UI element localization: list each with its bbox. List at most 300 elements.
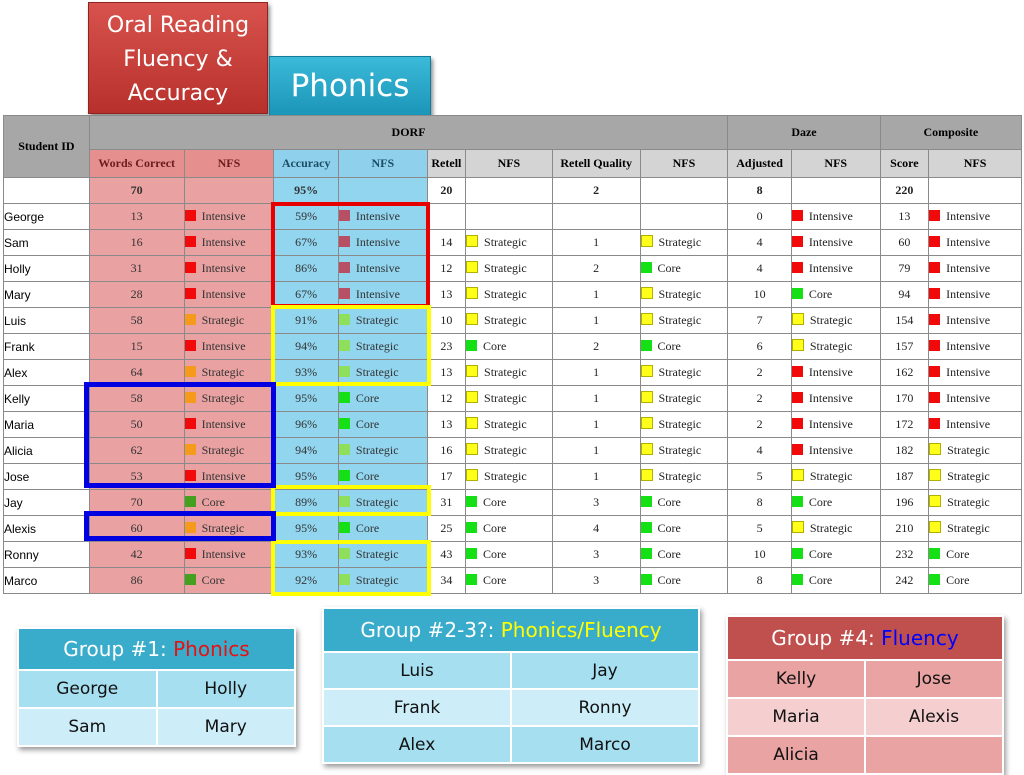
status-swatch-icon xyxy=(339,236,350,247)
status-swatch-icon xyxy=(339,496,350,507)
nfs-label: Intensive xyxy=(808,391,853,405)
student-name: Alicia xyxy=(4,438,90,464)
benchmark-cell xyxy=(791,178,880,204)
benchmark-cell xyxy=(4,178,90,204)
nfs-label: Intensive xyxy=(946,235,991,249)
nfs-cell xyxy=(791,204,880,230)
nfs-label: Core xyxy=(657,521,681,535)
benchmark-cell: 70 xyxy=(89,178,184,204)
group-2-3-title xyxy=(323,608,699,652)
nfs-cell xyxy=(338,334,427,360)
group-member: Jay xyxy=(511,652,699,689)
nfs-label: Core xyxy=(657,573,681,587)
score-cell: 13 xyxy=(427,282,465,308)
nfs-label: Intensive xyxy=(201,547,246,561)
nfs-label: Intensive xyxy=(808,443,853,457)
group-1-focus: Phonics xyxy=(173,637,250,661)
status-swatch-icon xyxy=(641,313,653,325)
score-cell: 14 xyxy=(427,230,465,256)
nfs-label: Strategic xyxy=(809,469,853,483)
score-cell: 3 xyxy=(552,490,640,516)
nfs-cell xyxy=(184,412,274,438)
score-cell: 2 xyxy=(728,386,792,412)
status-swatch-icon xyxy=(466,235,478,247)
score-cell: 16 xyxy=(89,230,184,256)
nfs-label: Strategic xyxy=(355,313,399,327)
nfs-cell xyxy=(184,438,274,464)
nfs-label: Core xyxy=(808,287,833,301)
score-cell: 50 xyxy=(89,412,184,438)
benchmark-cell xyxy=(338,178,427,204)
nfs-cell xyxy=(640,568,728,594)
nfs-cell xyxy=(929,542,1022,568)
group-member xyxy=(865,736,1003,774)
table-row xyxy=(4,412,1022,438)
nfs-label: Core xyxy=(946,547,970,561)
nfs-cell xyxy=(466,438,553,464)
status-swatch-icon xyxy=(466,574,477,585)
status-swatch-icon xyxy=(792,418,803,429)
nfs-cell xyxy=(791,282,880,308)
nfs-cell xyxy=(338,412,427,438)
nfs-label: Strategic xyxy=(658,391,702,405)
score-cell: 172 xyxy=(880,412,928,438)
status-swatch-icon xyxy=(641,574,652,585)
table-row xyxy=(4,516,1022,542)
student-name: Maria xyxy=(4,412,90,438)
words-correct-header: Words Correct xyxy=(89,150,184,178)
nfs-cell xyxy=(338,386,427,412)
nfs-header: NFS xyxy=(640,150,728,178)
table-row xyxy=(4,230,1022,256)
nfs-cell xyxy=(184,230,274,256)
score-cell: 53 xyxy=(89,464,184,490)
status-swatch-icon xyxy=(929,548,940,559)
student-name: Jose xyxy=(4,464,90,490)
student-name: Jay xyxy=(4,490,90,516)
nfs-label: Strategic xyxy=(947,443,990,457)
status-swatch-icon xyxy=(466,548,477,559)
status-swatch-icon xyxy=(641,522,652,533)
group-member: Marco xyxy=(511,726,699,763)
status-swatch-icon xyxy=(792,366,803,377)
nfs-label: Strategic xyxy=(484,261,527,275)
nfs-label: Core xyxy=(946,573,970,587)
nfs-label: Strategic xyxy=(658,469,702,483)
score-cell: 2 xyxy=(552,334,640,360)
status-swatch-icon xyxy=(185,340,196,351)
status-swatch-icon xyxy=(792,392,803,403)
student-name: Mary xyxy=(4,282,90,308)
score-cell: 157 xyxy=(880,334,928,360)
nfs-cell xyxy=(338,308,427,334)
benchmark-cell: 95% xyxy=(274,178,339,204)
table-row xyxy=(4,334,1022,360)
student-name: Luis xyxy=(4,308,90,334)
student-name: Holly xyxy=(4,256,90,282)
nfs-label: Strategic xyxy=(201,391,245,405)
nfs-label: Intensive xyxy=(946,313,991,327)
nfs-label: Core xyxy=(483,521,507,535)
status-swatch-icon xyxy=(792,262,803,273)
student-name: Alex xyxy=(4,360,90,386)
nfs-header: NFS xyxy=(184,150,274,178)
table-row xyxy=(4,308,1022,334)
nfs-label: Strategic xyxy=(658,235,702,249)
status-swatch-icon xyxy=(185,548,196,559)
nfs-label: Intensive xyxy=(201,339,246,353)
score-cell: 60 xyxy=(880,230,928,256)
nfs-label: Strategic xyxy=(658,417,702,431)
nfs-cell xyxy=(640,360,728,386)
score-cell: 13 xyxy=(880,204,928,230)
score-cell: 187 xyxy=(880,464,928,490)
nfs-label: Strategic xyxy=(484,313,527,327)
score-cell: 2 xyxy=(552,256,640,282)
score-cell: 64 xyxy=(89,360,184,386)
score-cell: 4 xyxy=(728,438,792,464)
status-swatch-icon xyxy=(185,262,196,273)
nfs-label: Strategic xyxy=(658,313,702,327)
nfs-cell xyxy=(640,464,728,490)
group-member: Alex xyxy=(323,726,511,763)
group-member: Kelly xyxy=(727,660,865,698)
status-swatch-icon xyxy=(929,521,941,533)
score-cell: 79 xyxy=(880,256,928,282)
nfs-cell xyxy=(184,204,274,230)
score-cell: 25 xyxy=(427,516,465,542)
student-name: Ronny xyxy=(4,542,90,568)
status-swatch-icon xyxy=(185,496,196,507)
status-swatch-icon xyxy=(185,418,196,429)
nfs-label: Core xyxy=(483,339,507,353)
status-swatch-icon xyxy=(466,522,477,533)
nfs-label: Intensive xyxy=(946,365,991,379)
benchmark-cell: 2 xyxy=(552,178,640,204)
score-cell: 70 xyxy=(89,490,184,516)
nfs-cell xyxy=(338,256,427,282)
status-swatch-icon xyxy=(929,495,941,507)
nfs-cell xyxy=(791,256,880,282)
status-swatch-icon xyxy=(641,469,653,481)
student-scores-table xyxy=(3,115,1022,594)
nfs-cell xyxy=(929,308,1022,334)
status-swatch-icon xyxy=(339,288,350,299)
status-swatch-icon xyxy=(641,340,652,351)
nfs-cell xyxy=(338,438,427,464)
nfs-label: Intensive xyxy=(808,261,853,275)
score-cell: 170 xyxy=(880,386,928,412)
status-swatch-icon xyxy=(641,443,653,455)
nfs-cell xyxy=(338,464,427,490)
nfs-label: Strategic xyxy=(484,391,527,405)
table-row xyxy=(4,386,1022,412)
status-swatch-icon xyxy=(641,262,652,273)
score-cell: 10 xyxy=(728,282,792,308)
score-cell: 31 xyxy=(89,256,184,282)
group-4-focus: Fluency xyxy=(881,626,959,650)
dorf-header: DORF xyxy=(89,116,728,150)
nfs-cell xyxy=(466,516,553,542)
score-cell: 7 xyxy=(728,308,792,334)
score-cell: 2 xyxy=(728,412,792,438)
accuracy-header: Accuracy xyxy=(274,150,339,178)
group-member: Frank xyxy=(323,689,511,726)
group-2-3-table xyxy=(322,607,700,764)
score-cell: 67% xyxy=(274,230,339,256)
status-swatch-icon xyxy=(466,340,477,351)
score-cell: 86% xyxy=(274,256,339,282)
table-row xyxy=(4,542,1022,568)
nfs-cell xyxy=(640,204,728,230)
score-cell: 95% xyxy=(274,386,339,412)
score-cell: 1 xyxy=(552,308,640,334)
status-swatch-icon xyxy=(339,444,350,455)
nfs-cell xyxy=(929,334,1022,360)
nfs-label: Strategic xyxy=(355,573,399,587)
nfs-label: Strategic xyxy=(201,521,245,535)
nfs-label: Intensive xyxy=(201,417,246,431)
score-cell: 42 xyxy=(89,542,184,568)
score-cell: 4 xyxy=(552,516,640,542)
score-cell xyxy=(427,204,465,230)
score-cell: 162 xyxy=(880,360,928,386)
score-cell: 67% xyxy=(274,282,339,308)
status-swatch-icon xyxy=(641,417,653,429)
status-swatch-icon xyxy=(792,521,804,533)
status-swatch-icon xyxy=(929,288,940,299)
nfs-label: Strategic xyxy=(484,235,527,249)
score-cell: 8 xyxy=(728,568,792,594)
nfs-label: Core xyxy=(201,495,225,509)
benchmark-cell: 20 xyxy=(427,178,465,204)
student-name: George xyxy=(4,204,90,230)
score-cell: 10 xyxy=(427,308,465,334)
nfs-cell xyxy=(929,438,1022,464)
student-id-header: Student ID xyxy=(4,116,90,178)
score-cell: 232 xyxy=(880,542,928,568)
nfs-label: Strategic xyxy=(355,547,399,561)
student-name: Marco xyxy=(4,568,90,594)
nfs-label: Core xyxy=(808,547,833,561)
status-swatch-icon xyxy=(185,210,196,221)
table-row xyxy=(4,282,1022,308)
score-cell: 23 xyxy=(427,334,465,360)
score-cell: 94% xyxy=(274,334,339,360)
student-name: Kelly xyxy=(4,386,90,412)
status-swatch-icon xyxy=(185,392,196,403)
score-cell: 93% xyxy=(274,360,339,386)
score-header: Score xyxy=(880,150,928,178)
nfs-label: Strategic xyxy=(484,443,527,457)
nfs-cell xyxy=(466,542,553,568)
nfs-cell xyxy=(184,308,274,334)
score-cell: 92% xyxy=(274,568,339,594)
score-cell: 62 xyxy=(89,438,184,464)
group-member: Luis xyxy=(323,652,511,689)
group-member: Ronny xyxy=(511,689,699,726)
status-swatch-icon xyxy=(929,366,940,377)
score-cell: 12 xyxy=(427,256,465,282)
status-swatch-icon xyxy=(792,313,804,325)
status-swatch-icon xyxy=(339,366,350,377)
nfs-cell xyxy=(338,568,427,594)
status-swatch-icon xyxy=(466,417,478,429)
score-cell: 91% xyxy=(274,308,339,334)
nfs-label: Intensive xyxy=(946,339,991,353)
score-cell: 93% xyxy=(274,542,339,568)
status-swatch-icon xyxy=(339,574,350,585)
group-member: Jose xyxy=(865,660,1003,698)
status-swatch-icon xyxy=(929,469,941,481)
score-cell: 12 xyxy=(427,386,465,412)
status-swatch-icon xyxy=(929,314,940,325)
nfs-label: Intensive xyxy=(355,261,400,275)
nfs-label: Core xyxy=(483,495,507,509)
score-cell: 43 xyxy=(427,542,465,568)
group-4-title xyxy=(727,616,1003,660)
score-cell: 154 xyxy=(880,308,928,334)
retell-quality-header: Retell Quality xyxy=(552,150,640,178)
nfs-cell xyxy=(640,334,728,360)
nfs-label: Core xyxy=(808,573,833,587)
group-4-table xyxy=(726,615,1004,775)
oral-reading-fluency-callout xyxy=(88,2,268,114)
status-swatch-icon xyxy=(185,522,196,533)
score-cell: 17 xyxy=(427,464,465,490)
nfs-cell xyxy=(929,412,1022,438)
adjusted-header: Adjusted xyxy=(728,150,792,178)
status-swatch-icon xyxy=(792,574,803,585)
nfs-cell xyxy=(184,568,274,594)
nfs-label: Strategic xyxy=(809,313,853,327)
nfs-cell xyxy=(640,230,728,256)
nfs-label: Core xyxy=(483,547,507,561)
nfs-label: Intensive xyxy=(201,469,246,483)
status-swatch-icon xyxy=(466,443,478,455)
nfs-label: Intensive xyxy=(946,417,991,431)
nfs-cell xyxy=(791,230,880,256)
status-swatch-icon xyxy=(929,210,940,221)
nfs-label: Strategic xyxy=(809,339,853,353)
nfs-cell xyxy=(184,334,274,360)
nfs-label: Core xyxy=(201,573,225,587)
score-cell: 10 xyxy=(728,542,792,568)
nfs-cell xyxy=(338,490,427,516)
nfs-cell xyxy=(466,334,553,360)
status-swatch-icon xyxy=(641,391,653,403)
score-cell: 13 xyxy=(427,360,465,386)
nfs-label: Strategic xyxy=(484,365,527,379)
nfs-label: Strategic xyxy=(355,495,399,509)
nfs-label: Core xyxy=(657,495,681,509)
status-swatch-icon xyxy=(466,496,477,507)
nfs-label: Strategic xyxy=(201,443,245,457)
score-cell: 1 xyxy=(552,386,640,412)
nfs-cell xyxy=(791,360,880,386)
nfs-label: Core xyxy=(355,521,380,535)
nfs-cell xyxy=(338,542,427,568)
status-swatch-icon xyxy=(929,340,940,351)
nfs-cell xyxy=(640,308,728,334)
nfs-cell xyxy=(791,412,880,438)
nfs-cell xyxy=(640,516,728,542)
score-cell: 242 xyxy=(880,568,928,594)
nfs-cell xyxy=(791,568,880,594)
nfs-label: Intensive xyxy=(808,365,853,379)
score-cell: 89% xyxy=(274,490,339,516)
nfs-cell xyxy=(184,360,274,386)
score-cell: 1 xyxy=(552,282,640,308)
group-member: Alexis xyxy=(865,698,1003,736)
student-name: Frank xyxy=(4,334,90,360)
nfs-label: Strategic xyxy=(947,495,990,509)
nfs-cell xyxy=(466,230,553,256)
nfs-cell xyxy=(640,412,728,438)
group-member: Sam xyxy=(18,708,157,746)
retell-header: Retell xyxy=(427,150,465,178)
score-cell: 6 xyxy=(728,334,792,360)
group-member: Alicia xyxy=(727,736,865,774)
nfs-cell xyxy=(640,490,728,516)
nfs-label: Intensive xyxy=(201,287,246,301)
status-swatch-icon xyxy=(792,210,803,221)
nfs-cell xyxy=(466,412,553,438)
nfs-cell xyxy=(791,438,880,464)
score-cell: 96% xyxy=(274,412,339,438)
nfs-cell xyxy=(338,204,427,230)
status-swatch-icon xyxy=(929,443,941,455)
score-cell: 94 xyxy=(880,282,928,308)
nfs-label: Strategic xyxy=(355,339,399,353)
nfs-label: Strategic xyxy=(201,313,245,327)
nfs-label: Core xyxy=(483,573,507,587)
benchmark-cell xyxy=(640,178,728,204)
score-cell: 196 xyxy=(880,490,928,516)
nfs-label: Strategic xyxy=(658,443,702,457)
nfs-cell xyxy=(466,256,553,282)
nfs-label: Core xyxy=(657,261,681,275)
benchmark-cell xyxy=(184,178,274,204)
nfs-label: Intensive xyxy=(946,287,991,301)
status-swatch-icon xyxy=(339,392,350,403)
nfs-label: Intensive xyxy=(201,235,246,249)
status-swatch-icon xyxy=(466,313,478,325)
status-swatch-icon xyxy=(185,366,196,377)
group-1-table xyxy=(17,627,296,747)
status-swatch-icon xyxy=(466,261,478,273)
nfs-cell xyxy=(338,516,427,542)
nfs-cell xyxy=(929,568,1022,594)
nfs-cell xyxy=(466,568,553,594)
status-swatch-icon xyxy=(641,287,653,299)
nfs-label: Intensive xyxy=(201,209,246,223)
score-cell: 8 xyxy=(728,490,792,516)
benchmark-cell xyxy=(929,178,1022,204)
table-row xyxy=(4,360,1022,386)
score-cell xyxy=(552,204,640,230)
status-swatch-icon xyxy=(339,210,350,221)
daze-header: Daze xyxy=(728,116,880,150)
nfs-label: Strategic xyxy=(947,469,990,483)
nfs-cell xyxy=(929,204,1022,230)
status-swatch-icon xyxy=(929,262,940,273)
status-swatch-icon xyxy=(339,548,350,559)
status-swatch-icon xyxy=(792,339,804,351)
nfs-label: Intensive xyxy=(355,235,400,249)
nfs-cell xyxy=(184,490,274,516)
group-member: Holly xyxy=(157,670,296,708)
